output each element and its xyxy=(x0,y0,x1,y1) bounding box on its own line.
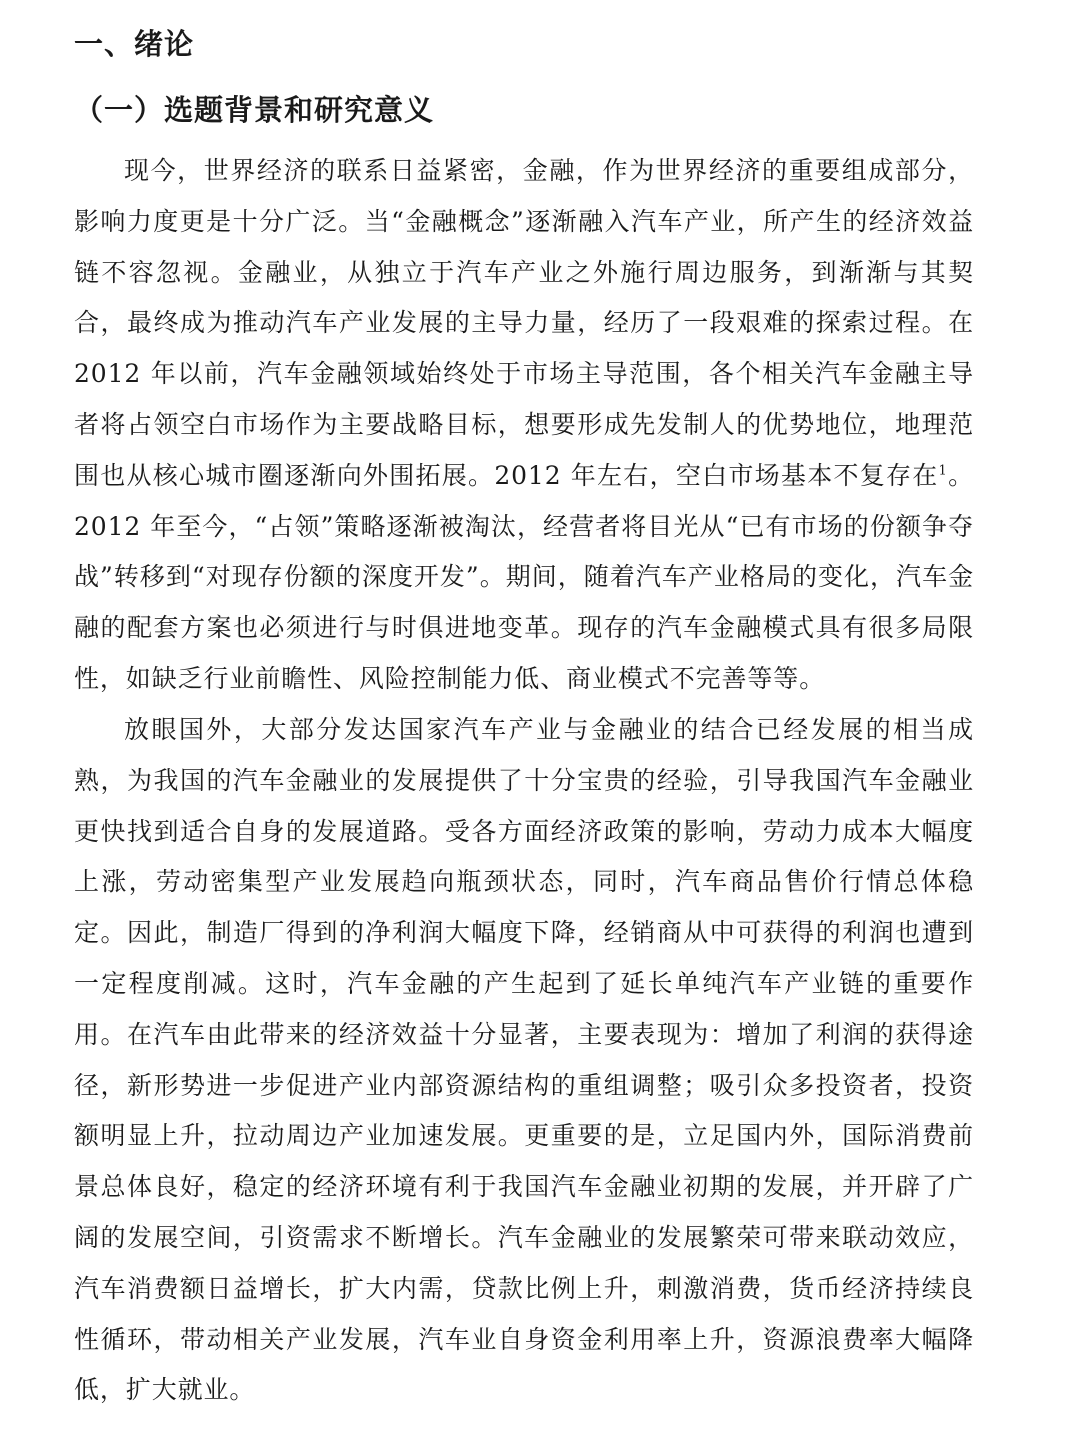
chapter-heading: 一、绪论 xyxy=(74,27,195,61)
paragraph-1-text-part-1: 现今，世界经济的联系日益紧密，金融，作为世界经济的重要组成部分，影响力度更是十分广泛。当“金融概念”逐渐融入汽车产业，所产生的经济效益链不容忽视。金融业，从独立于汽车产业之外施行周边服务，到渐渐与其契合，最终成为推动汽车产业发展的主导力量，经历了一段艰难的探索过程。在 2012 年以前，汽车金融领域始终处于市场主导范围，各个相关汽车金融主导者将占领空白市场作为主要战略目标，想要形成先发制人的优势地位，地理范围也从核心城市圈逐渐向外围拓展。2012 年左右，空白市场基本不复存在 xyxy=(74,156,974,490)
body-paragraph-1 xyxy=(74,146,974,705)
body-paragraph-2: 放眼国外，大部分发达国家汽车产业与金融业的结合已经发展的相当成熟，为我国的汽车金融业的发展提供了十分宝贵的经验，引导我国汽车金融业更快找到适合自身的发展道路。受各方面经济政策的影响，劳动力成本大幅度上涨，劳动密集型产业发展趋向瓶颈状态，同时，汽车商品售价行情总体稳定。因此，制造厂得到的净利润大幅度下降，经销商从中可获得的利润也遭到一定程度削减。这时，汽车金融的产生起到了延长单纯汽车产业链的重要作用。在汽车由此带来的经济效益十分显著，主要表现为：增加了利润的获得途径，新形势进一步促进产业内部资源结构的重组调整；吸引众多投资者，投资额明显上升，拉动周边产业加速发展。更重要的是，立足国内外，国际消费前景总体良好，稳定的经济环境有利于我国汽车金融业初期的发展，并开辟了广阔的发展空间，引资需求不断增长。汽车金融业的发展繁荣可带来联动效应，汽车消费额日益增长，扩大内需，贷款比例上升，刺激消费，货币经济持续良性循环，带动相关产业发展，汽车业自身资金利用率上升，资源浪费率大幅降低，扩大就业。 xyxy=(74,715,974,1405)
section-heading: （一）选题背景和研究意义 xyxy=(74,93,435,127)
footnote-marker: 1 xyxy=(938,463,948,479)
paragraph-1-text-part-2: 。2012 年至今，“占领”策略逐渐被淘汰，经营者将目光从“已有市场的份额争夺战”转移到“对现存份额的深度开发”。期间，随着汽车产业格局的变化，汽车金融的配套方案也必须进行与时俱进地变革。现存的汽车金融模式具有很多局限性，如缺乏行业前瞻性、风险控制能力低、商业模式不完善等等。 xyxy=(74,460,974,693)
